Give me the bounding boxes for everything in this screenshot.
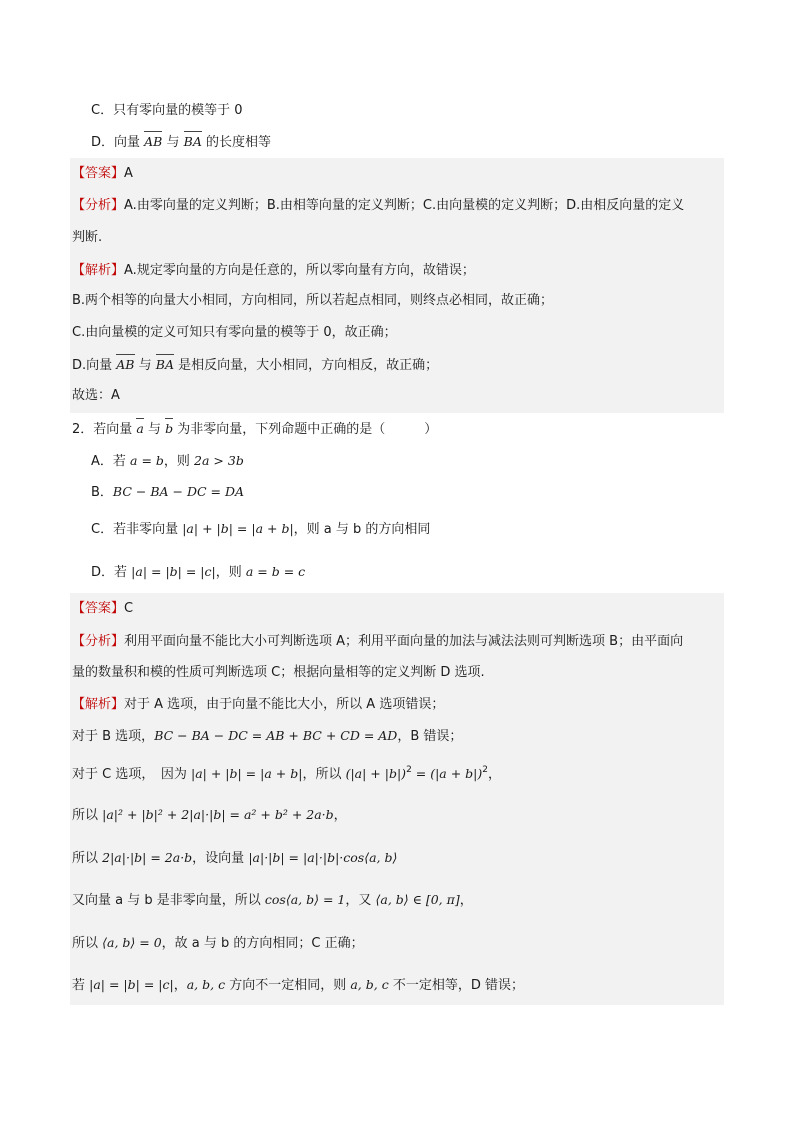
q2-solution-l8: 若 |a| = |b| = |c|，a, b, c 方向不一定相同，则 a, b, c 不一定相等，D 错误； xyxy=(72,977,524,993)
q1-solution-l2: B.两个相等的向量大小相同，方向相同，所以若起点相同，则终点必相同，故正确； xyxy=(72,293,554,308)
q2-answer: 【答案】C xyxy=(72,601,134,616)
q2-solution-l1: 【解析】对于 A 选项，由于向量不能比大小，所以 A 选项错误； xyxy=(72,697,445,712)
analysis-tag: 【分析】 xyxy=(72,634,125,649)
q1-analysis-cont: 判断. xyxy=(72,230,103,245)
q2-analysis-cont: 量的数量积和模的性质可判断选项 C；根据向量相等的定义判断 D 选项. xyxy=(72,665,485,680)
answer-tag: 【答案】 xyxy=(72,601,125,616)
q1-answer: 【答案】A xyxy=(72,166,133,181)
q2-solution-l6: 又向量 a 与 b 是非零向量，所以 cos⟨a, b⟩ = 1，又 ⟨a, b⟩ ∈ [0, π]， xyxy=(72,892,473,908)
q1-solution-l4: D.向量 AB 与 BA 是相反向量，大小相同，方向相反，故正确； xyxy=(72,357,439,373)
q2-solution-l4: 所以 |a|² + |b|² + 2|a|·|b| = a² + b² + 2a·b， xyxy=(72,807,347,823)
q1-option-d: D．向量 AB 与 BA 的长度相等 xyxy=(91,134,271,150)
q2-option-d: D．若 |a| = |b| = |c|，则 a = b = c xyxy=(91,564,306,580)
q1-option-c: C．只有零向量的模等于 0 xyxy=(91,103,243,118)
q2-solution-l3: 对于 C 选项， 因为 |a| + |b| = |a + b|，所以 $(|a| + |b|)^2 = (|a + b|)^2$， xyxy=(72,765,502,782)
q2-solution-l2: 对于 B 选项，BC − BA − DC = AB + BC + CD = AD，B 错误； xyxy=(72,728,463,744)
q2-analysis: 【分析】利用平面向量不能比大小可判断选项 A；利用平面向量的加法与减法法则可判断选项 B；由平面向 xyxy=(72,634,684,649)
q2-option-c: C．若非零向量 |a| + |b| = |a + b|，则 a 与 b 的方向相同 xyxy=(91,521,431,537)
q1-analysis: 【分析】A.由零向量的定义判断；B.由相等向量的定义判断；C.由向量模的定义判断；D.由相反向量的定义 xyxy=(72,198,685,213)
q2-option-a: A．若 a = b，则 2a > 3b xyxy=(91,453,244,469)
q1-solution-l1: 【解析】A.规定零向量的方向是任意的，所以零向量有方向，故错误； xyxy=(72,263,475,278)
solution-tag: 【解析】 xyxy=(72,697,125,712)
q2-solution-l5: 所以 2|a|·|b| = 2a·b，设向量 |a|·|b| = |a|·|b|·cos⟨a, b⟩ xyxy=(72,850,398,866)
q2-solution-l7: 所以 ⟨a, b⟩ = 0，故 a 与 b 的方向相同；C 正确； xyxy=(72,935,364,951)
q2-option-b: B．BC − BA − DC = DA xyxy=(91,484,245,500)
q1-solution-l3: C.由向量模的定义可知只有零向量的模等于 0，故正确； xyxy=(72,325,397,340)
q2-stem: 2．若向量 a 与 b 为非零向量，下列命题中正确的是（ ） xyxy=(72,421,438,437)
answer-tag: 【答案】 xyxy=(72,166,125,181)
analysis-tag: 【分析】 xyxy=(72,198,125,213)
solution-tag: 【解析】 xyxy=(72,263,125,278)
q1-solution-l5: 故选：A xyxy=(72,388,120,403)
